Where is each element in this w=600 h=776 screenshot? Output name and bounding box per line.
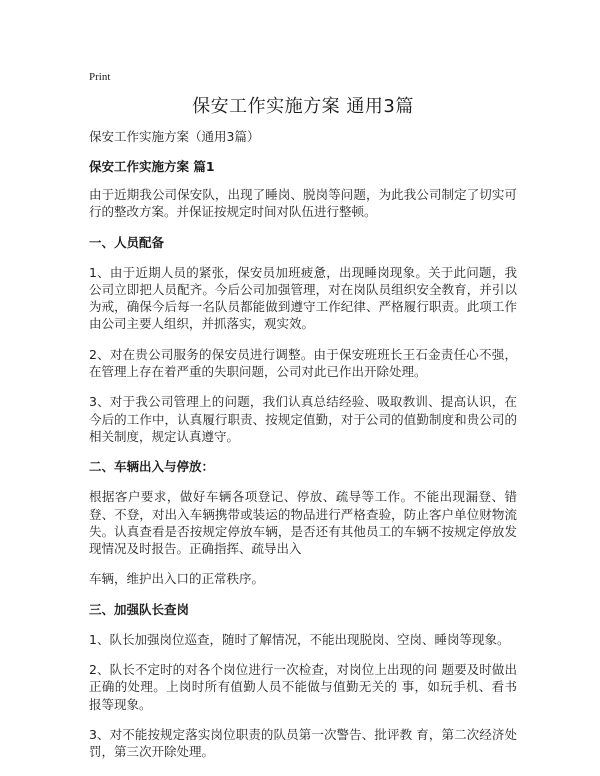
heading-staffing: 一、人员配备 [89,234,165,250]
document-title: 保安工作实施方案 通用3篇 [192,96,414,117]
paragraph: 3、对于我公司管理上的问题，我们认真总结经验、吸取教训、提高认识，在今后的工作中，认真履行职责、按规定值勤，对于公司的值勤制度和贵公司的相关制度，规定认真遵守。 [89,394,517,444]
heading-inspection: 三、加强队长查岗 [89,601,190,617]
paragraph: 2、队长不定时的对各个岗位进行一次检查，对岗位上出现的问 题要及时做出正确的处理。上岗时所有值勤人员不能做与值勤无关的 事，如玩手机、看书报等现象。 [89,662,517,712]
section-title-part1: 保安工作实施方案 篇1 [89,159,215,174]
intro-paragraph: 由于近期我公司保安队，出现了睡岗、脱岗等问题，为此我公司制定了切实可行的整改方案。并保证按规定时间对队伍进行整顿。 [89,187,517,220]
paragraph: 根据客户要求，做好车辆各项登记、停放、疏导等工作。不能出现漏登、错登、不登，对出入车辆携带或装运的物品进行严格查验，防止客户单位财物流失。认真查看是否按规定停放车辆，是否还有其他员工的车辆不按规定停放发现情况及时报告。正确指挥、疏导出入 [89,489,517,557]
heading-vehicles: 二、车辆出入与停放： [89,459,215,475]
document-subtitle: 保安工作实施方案（通用3篇） [89,129,260,144]
paragraph: 3、对不能按规定落实岗位职责的队员第一次警告、批评教 育，第二次经济处罚，第三次开除处理。 [89,726,517,760]
paragraph: 1、队长加强岗位巡查，随时了解情况，不能出现脱岗、空岗、睡岗等现象。 [89,631,510,647]
paragraph: 1、由于近期人员的紧张，保安员加班疲惫，出现睡岗现象。关于此问题，我公司立即把人员配齐。今后公司加强管理，对在岗队员组织安全教育，并引以为戒，确保今后每一名队员都能做到遵守工作纪律、严格履行职责。此项工作由公司主要人组织，并抓落实，观实效。 [89,264,517,332]
document-page [89,70,517,774]
print-label: Print [89,71,111,83]
paragraph: 车辆，维护出入口的正常秩序。 [89,571,265,587]
paragraph: 2、对在贵公司服务的保安员进行调整。由于保安班班长王石金责任心不强，在管理上存在着严重的失职问题，公司对此已作出开除处理。 [89,346,517,380]
